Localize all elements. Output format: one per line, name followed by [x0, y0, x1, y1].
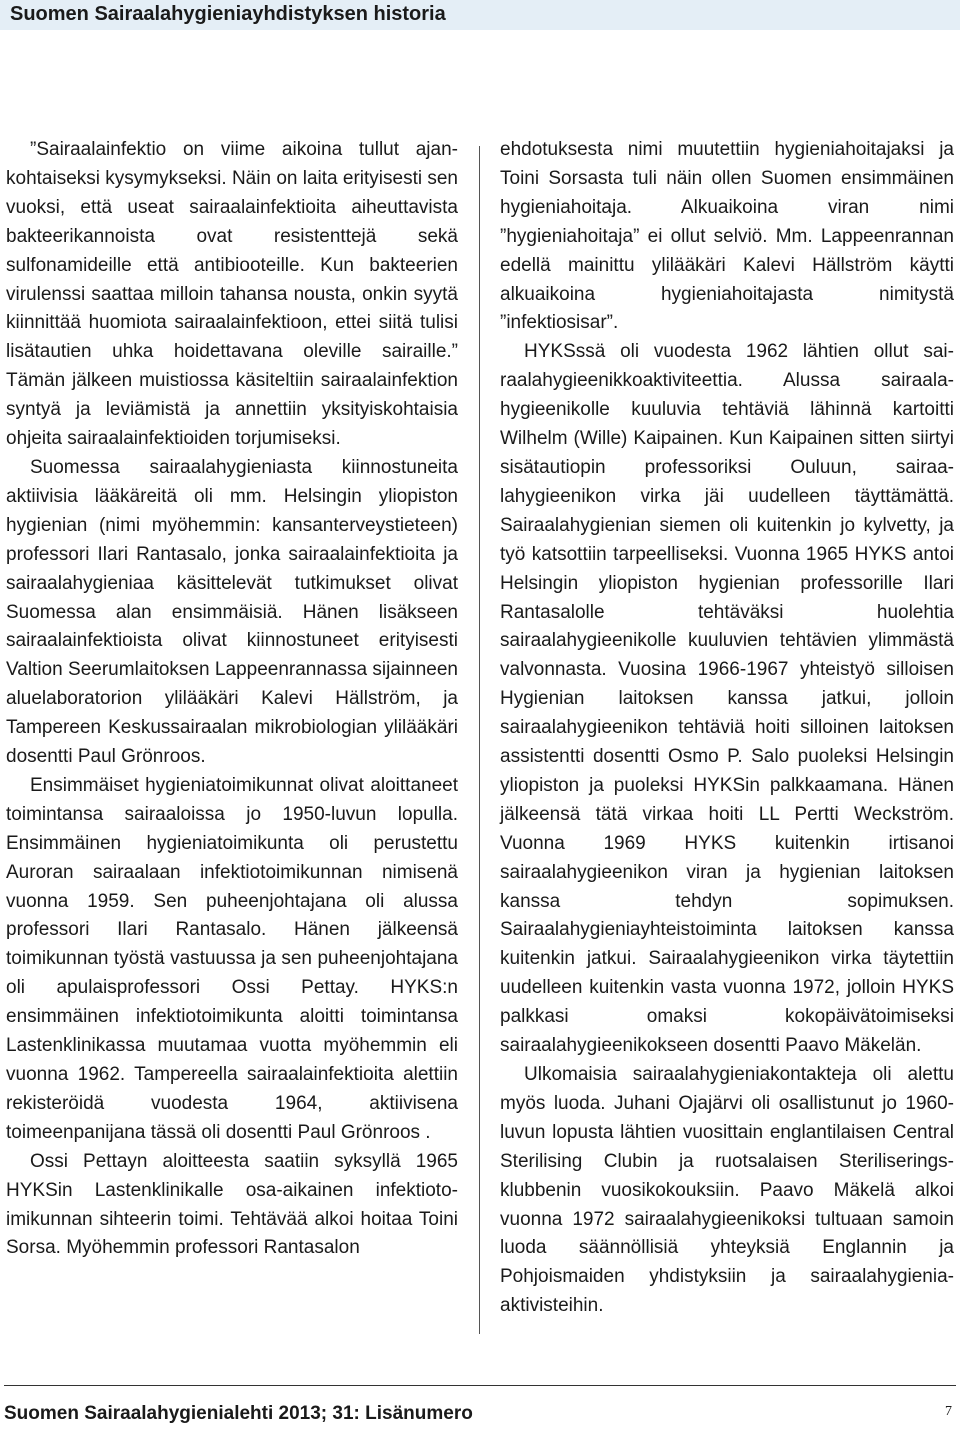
paragraph: Suomessa sairaalahygieniasta kiinnostuneita aktiivisia lääkäreitä oli mm. Helsingin yliopiston hygienian (nimi myöhemmin: kansanterveystieteen) professori Ilari Rantasalo, jonka sairaalainfektioita ja sairaalahygieniaa käsittelevät tutkimukset olivat Suomessa alan ensimmäisiä. Hänen lisäkseen sairaalainfektioista olivat kiinnostuneet erityisesti Valtion Seerumlaitoksen Lappeenrannassa sijainneen aluelaboratorion ylilääkäri Kalevi Hällström, ja Tampereen Keskussairaalan mikrobiologian ylilääkäri dosentti Paul Grönroos.	[6, 456, 458, 768]
right-column	[500, 136, 954, 1321]
paragraph: Ensimmäiset hygieniatoimikunnat olivat aloittaneet toimintansa sairaaloissa jo 1950-luvun lopulla. Ensimmäinen hygieniatoimikunta oli perustettu Auroran sairaalaan infektiotoimikunnan nimisenä vuonna 1959. Sen puheenjohtajana oli alussa professori Ilari Rantasalo. Hänen jälkeensä toimikunnan työstä vastuussa ja sen puheenjohtajana oli apulaisprofessori Ossi Pettay. HYKS:n ensimmäinen infektiotoimikunta aloitti toimintansa Lastenklinikassa muutamaa vuotta myöhemmin eli vuonna 1962. Tampereella sairaalainfektioita alettiin rekisteröidä vuodesta 1964, aktiivisena toimeenpanijana tässä oli dosentti Paul Grönroos .	[6, 774, 458, 1143]
page-number: 7	[945, 1404, 952, 1419]
paragraph: ”Sairaalainfektio on viime aikoina tullut ajankohtaiseksi kysymykseksi. Näin on laita erityisesti sen vuoksi, että useat sairaalainfektioita aiheuttavista bakteerikannoista ovat resistenttejä sekä sulfonamideille että antibiooteille. Kun bakteerien virulenssi saattaa milloin tahansa nousta, onkin syytä kiinnittää huomiota sairaalainfektioon, ettei siitä tulisi lisätautien uhka hoidettavana oleville sairaille.” Tämän jälkeen muistiossa käsiteltiin sairaalainfektion syntyä ja leviämistä ja annettiin yksityiskohtaisia ohjeita sairaalainfektioiden torjumiseksi.	[6, 139, 458, 450]
column-divider	[479, 146, 480, 1334]
footer-publication: Suomen Sairaalahygienialehti 2013; 31: Lisänumero	[4, 1403, 473, 1424]
page-header-title: Suomen Sairaalahygieniayhdistyksen historia	[10, 3, 446, 25]
header-bar	[0, 0, 960, 30]
paragraph: Ulkomaisia sairaalahygieniakontakteja oli alettu myös luoda. Juhani Ojajärvi oli osallistunut jo 1960-luvun lopusta lähtien vuosittain englantilaisen Central Sterilising Clubin ja ruotsalaisen Steriliserings-klubbenin vuosikokouksiin. Paavo Mäkelä alkoi vuonna 1972 sairaalahygieenikoksi tultuaan samoin luoda säännöllisiä yhteyksiä Englannin ja Pohjoismaiden yhdistyksiin ja sairaalahygienia-aktivisteihin.	[500, 1064, 954, 1317]
paragraph: ehdotuksesta nimi muutettiin hygieniahoitajaksi ja Toini Sorsasta tuli näin ollen Suomen ensimmäinen hygieniahoitaja. Alkuaikoina viran nimi ”hygieniahoitaja” ei ollut selviö. Mm. Lappeenrannan edellä mainittu ylilääkäri Kalevi Hällström käytti alkuaikoina hygieniahoitajasta nimitystä ”infektiosisar”.	[500, 139, 954, 334]
footer-divider	[4, 1385, 956, 1386]
left-column	[6, 136, 458, 1263]
paragraph: Ossi Pettayn aloitteesta saatiin syksyllä 1965 HYKSin Lastenklinikalle osa-aikainen infektiotoimikunnan sihteerin toimi. Tehtävää alkoi hoitaa Toini Sorsa. Myöhemmin professori Rantasalon	[6, 1150, 458, 1259]
paragraph: HYKSssä oli vuodesta 1962 lähtien ollut sairaalahygieenikkoaktiviteettia. Alussa sairaalahygieenikolle kuuluvia tehtäviä lähinnä kartoitti Wilhelm (Wille) Kaipainen. Kun Kaipainen sitten siirtyi sisätautiopin professoriksi Ouluun, sairaalahygieenikon virka jäi uudelleen täyttämättä. Sairaalahygienian siemen oli kuitenkin jo kylvetty, ja työ katsottiin tarpeelliseksi. Vuonna 1965 HYKS antoi Helsingin yliopiston hygienian professorille Ilari Rantasalolle tehtäväksi huolehtia sairaalahygieenikolle kuuluvien tehtävien ylimmästä valvonnasta. Vuosina 1966-1967 yhteistyö silloisen Hygienian laitoksen kanssa jatkui, jolloin sairaalahygieenikon tehtäviä hoiti silloinen laitoksen assistentti dosentti Osmo P. Salo puoleksi Helsingin yliopiston ja puoleksi HYKSin palkkaamana. Hänen jälkeensä tätä virkaa hoiti LL Pertti Weckström. Vuonna 1969 HYKS kuitenkin irtisanoi sairaalahygieenikon viran ja hygienian laitoksen kanssa tehdyn sopimuksen. Sairaalahygieniayhteistoiminta laitoksen kanssa kuitenkin jatkui. Sairaalahygieenikon virka täytettiin uudelleen kuitenkin vasta vuonna 1972, jolloin HYKS palkkasi omaksi kokopäivätoimiseksi sairaalahygieenikokseen dosentti Paavo Mäkelän.	[500, 341, 954, 1057]
